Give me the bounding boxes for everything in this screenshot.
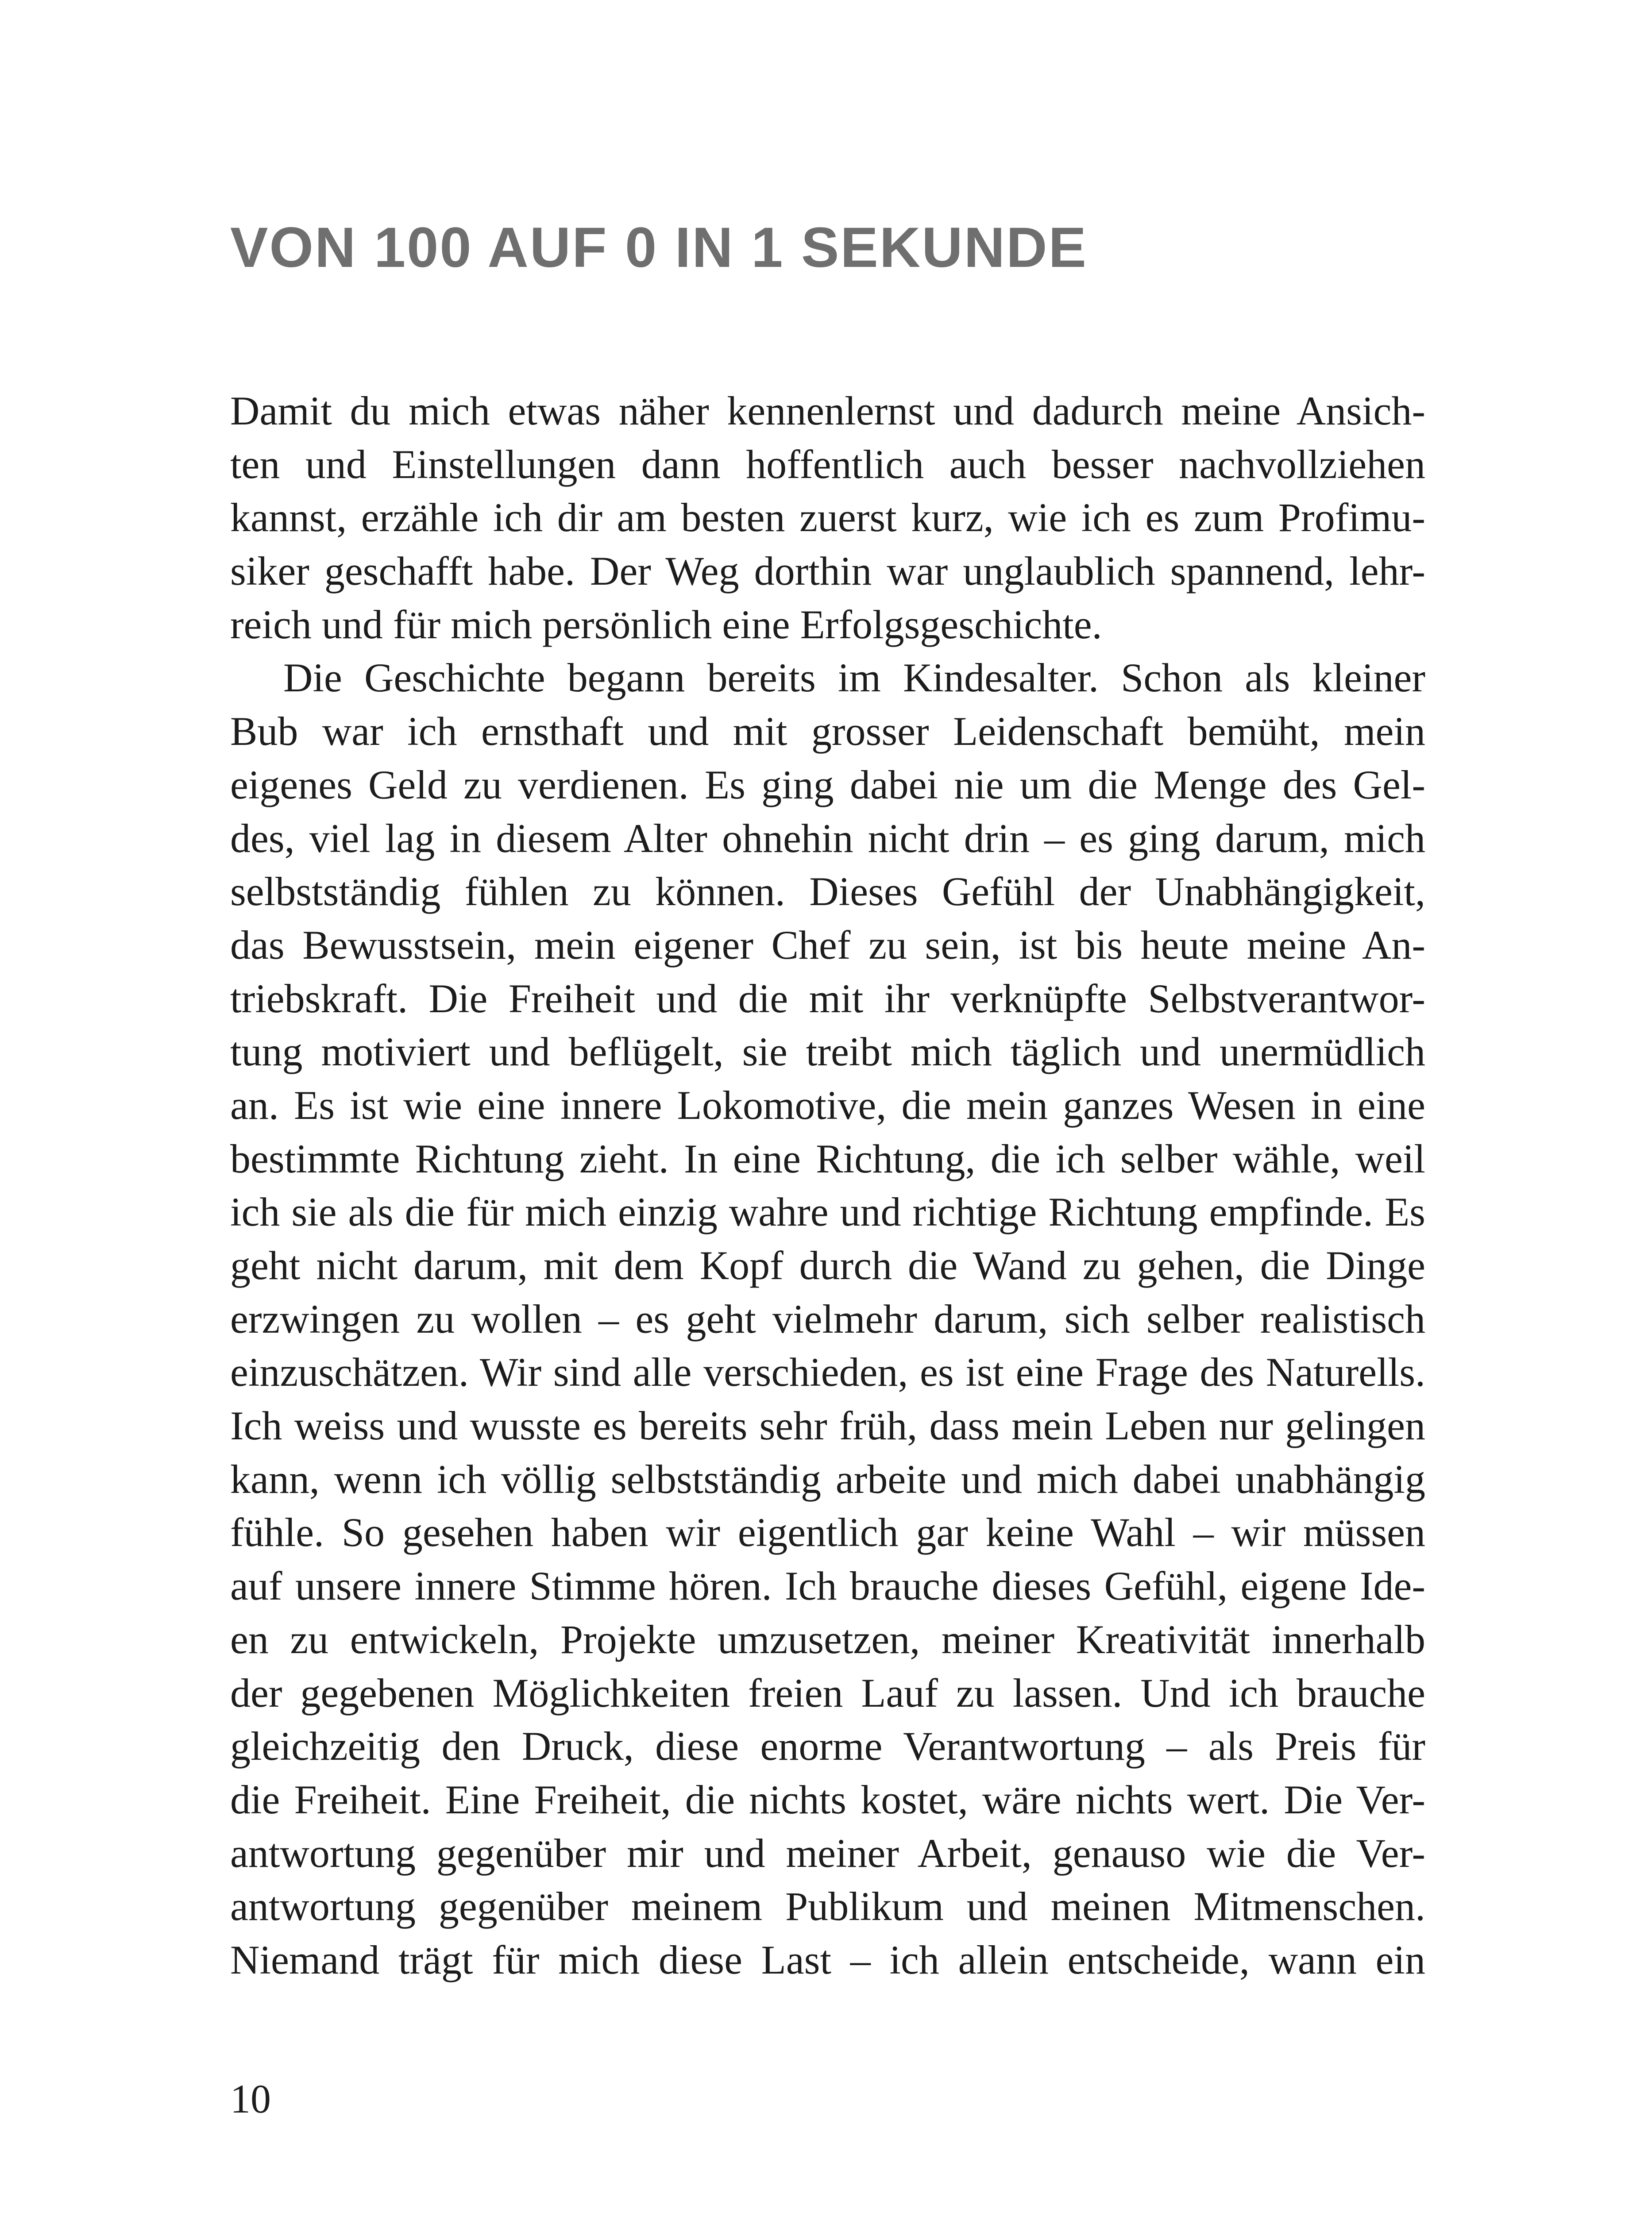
text-line: Die Geschichte begann bereits im Kindesalter. Schon als kleiner	[283, 655, 1425, 701]
text-line: tung motiviert und beflügelt, sie treibt mich täglich und unermüdlich	[230, 1029, 1425, 1075]
text-line: kannst, erzähle ich dir am besten zuerst kurz, wie ich es zum Profimu-	[230, 495, 1425, 540]
text-line: fühle. So gesehen haben wir eigentlich gar keine Wahl – wir müssen	[230, 1510, 1425, 1555]
text-line: reich und für mich persönlich eine Erfolgsgeschichte.	[230, 601, 1102, 647]
text-line: antwortung gegenüber meinem Publikum und meinen Mitmenschen.	[230, 1884, 1425, 1929]
text-line: Bub war ich ernsthaft und mit grosser Leidenschaft bemüht, mein	[230, 709, 1425, 754]
text-line: siker geschafft habe. Der Weg dorthin war unglaublich spannend, lehr-	[230, 548, 1425, 594]
text-line: Ich weiss und wusste es bereits sehr früh, dass mein Leben nur gelingen	[230, 1403, 1425, 1449]
text-line: ten und Einstellungen dann hoffentlich auch besser nachvollziehen	[230, 441, 1425, 487]
text-line: geht nicht darum, mit dem Kopf durch die Wand zu gehen, die Dinge	[230, 1243, 1425, 1288]
text-line: gleichzeitig den Druck, diese enorme Verantwortung – als Preis für	[230, 1723, 1425, 1769]
text-line: antwortung gegenüber mir und meiner Arbeit, genauso wie die Ver-	[230, 1830, 1425, 1876]
text-line: des, viel lag in diesem Alter ohnehin nicht drin – es ging darum, mich	[230, 815, 1425, 861]
text-line: triebskraft. Die Freiheit und die mit ihr verknüpfte Selbstverantwor-	[230, 975, 1425, 1021]
text-line: erzwingen zu wollen – es geht vielmehr darum, sich selber realistisch	[230, 1296, 1425, 1342]
text-line: en zu entwickeln, Projekte umzusetzen, meiner Kreativität innerhalb	[230, 1616, 1425, 1662]
text-line: das Bewusstsein, mein eigener Chef zu sein, ist bis heute meine An-	[230, 922, 1425, 968]
body-text	[230, 384, 1425, 1987]
text-line: auf unsere innere Stimme hören. Ich brauche dieses Gefühl, eigene Ide-	[230, 1563, 1425, 1609]
text-line: kann, wenn ich völlig selbstständig arbeite und mich dabei unabhängig	[230, 1456, 1425, 1502]
page-number: 10	[230, 2076, 271, 2121]
text-line: bestimmte Richtung zieht. In eine Richtung, die ich selber wähle, weil	[230, 1136, 1425, 1181]
text-line: Niemand trägt für mich diese Last – ich allein entscheide, wann ein	[230, 1937, 1425, 1982]
text-line: an. Es ist wie eine innere Lokomotive, die mein ganzes Wesen in eine	[230, 1082, 1425, 1128]
text-line: ich sie als die für mich einzig wahre und richtige Richtung empfinde. Es	[230, 1189, 1425, 1235]
paragraph-2	[230, 651, 1425, 1986]
paragraph-1	[230, 384, 1425, 651]
text-line: selbstständig fühlen zu können. Dieses Gefühl der Unabhängigkeit,	[230, 869, 1425, 914]
text-line: der gegebenen Möglichkeiten freien Lauf zu lassen. Und ich brauche	[230, 1670, 1425, 1716]
text-line: die Freiheit. Eine Freiheit, die nichts kostet, wäre nichts wert. Die Ver-	[230, 1777, 1425, 1822]
chapter-title: VON 100 AUF 0 IN 1 SEKUNDE	[230, 216, 1088, 279]
text-line: einzuschätzen. Wir sind alle verschieden, es ist eine Frage des Naturells.	[230, 1349, 1425, 1395]
text-line: eigenes Geld zu verdienen. Es ging dabei nie um die Menge des Gel-	[230, 762, 1425, 807]
text-line: Damit du mich etwas näher kennenlernst und dadurch meine Ansich-	[230, 388, 1425, 433]
